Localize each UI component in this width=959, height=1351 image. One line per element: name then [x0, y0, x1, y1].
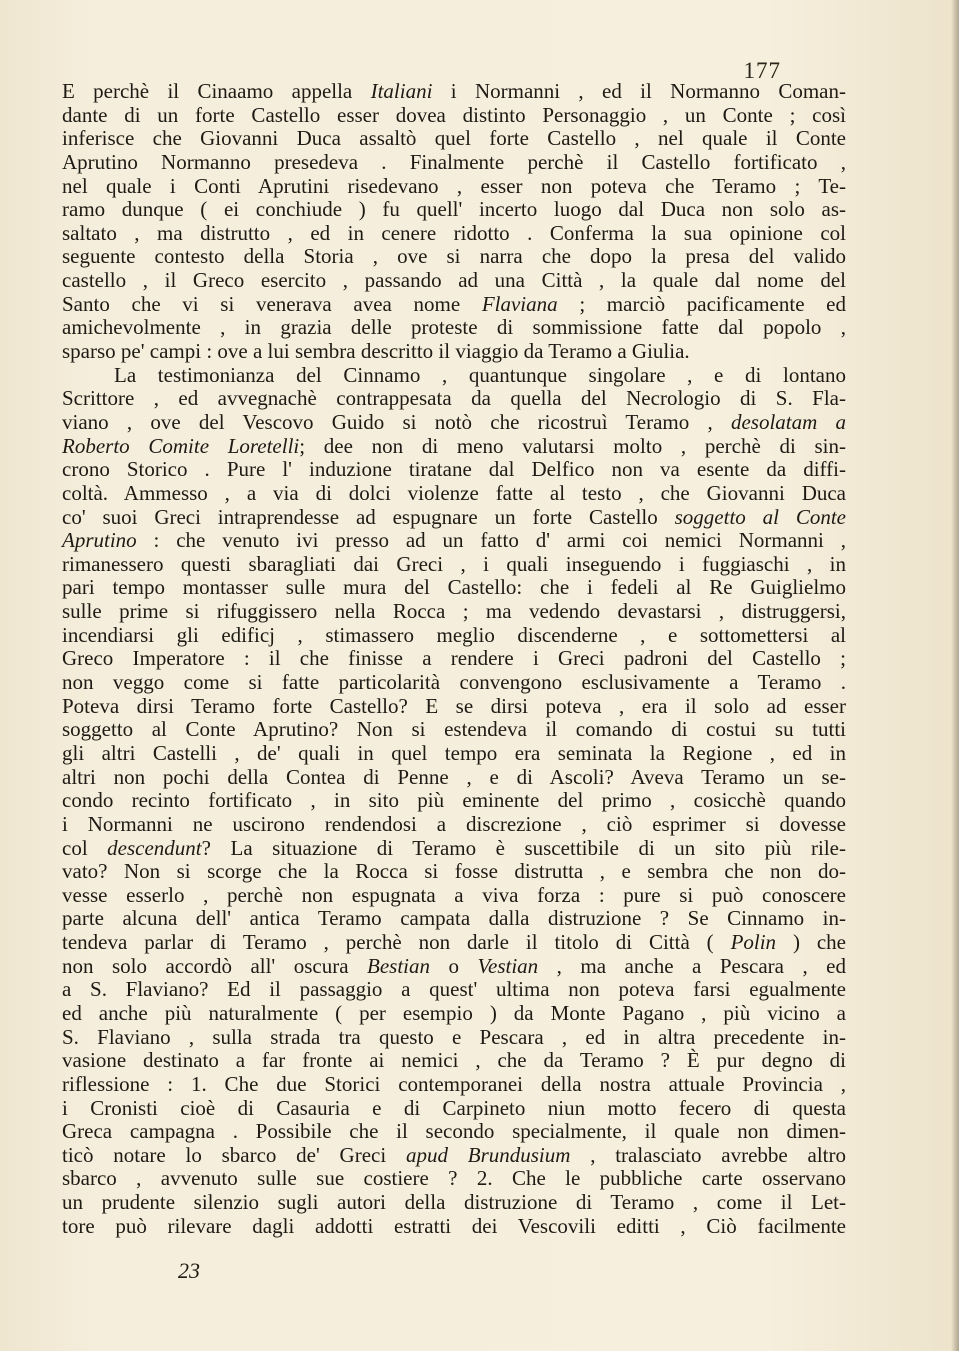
text-line	[62, 813, 846, 837]
italic-run: descendunt	[107, 835, 202, 860]
text-line	[62, 553, 846, 577]
text-run: i Cronisti cioè di Casauria e di Carpineto niun motto fecero di questa	[62, 1095, 846, 1120]
text-line	[62, 837, 846, 861]
body-text	[62, 80, 846, 1238]
text-run: sulle prime si rifuggissero nella Rocca ; ma vedendo devastarsi , distruggersi,	[62, 599, 846, 624]
text-run: coltà. Ammesso , a via di dolci violenze fatte al testo , che Giovanni Duca	[62, 480, 846, 505]
text-line	[62, 80, 846, 104]
text-line	[62, 742, 846, 766]
text-run: i Normanni , ed il Normanno Coman-	[432, 79, 846, 103]
text-run: ; marciò pacificamente ed	[557, 291, 847, 316]
text-run: rimanessero questi sbaragliati dai Greci , i quali inseguendo i fuggiaschi , in	[62, 551, 846, 576]
text-line	[62, 387, 846, 411]
text-run: amichevolmente , in grazia delle proteste di sommissione fatte dal popolo ,	[62, 315, 846, 340]
text-run: castello , il Greco esercito , passando ad una Città , la quale dal nome del	[62, 268, 846, 293]
text-line	[62, 671, 846, 695]
text-line	[62, 955, 846, 979]
italic-run: soggetto al Conte	[674, 504, 846, 529]
text-run: incendiarsi gli edificj , stimassero meglio discenderne , e sottomettersi al	[62, 622, 846, 647]
text-line	[62, 907, 846, 931]
italic-run: Polin	[730, 930, 777, 955]
text-run: Santo che vi si venerava avea nome	[62, 291, 482, 316]
text-line	[62, 1002, 846, 1026]
text-run: , tralasciato avrebbe altro	[570, 1142, 846, 1167]
text-line	[62, 175, 846, 199]
text-line	[62, 458, 846, 482]
text-line	[62, 151, 846, 175]
text-line	[62, 316, 846, 340]
italic-run: Italiani	[370, 79, 433, 103]
text-run: o	[430, 953, 478, 978]
text-line	[62, 411, 846, 435]
text-run: vasione destinato a far fronte ai nemici , che da Teramo ? È pur degno di	[62, 1048, 846, 1073]
text-run: inferisce che Giovanni Duca assaltò quel forte Castello , nel quale il Conte	[62, 126, 846, 151]
text-line	[62, 104, 846, 128]
text-run: crono Storico . Pure l' induzione tiratane dal Delfico non va esente da diffi-	[62, 457, 846, 482]
italic-run: Vestian	[477, 953, 539, 978]
text-line	[62, 600, 846, 624]
text-run: Poteva dirsi Teramo forte Castello? E se dirsi poteva , era il solo ad esser	[62, 693, 846, 718]
text-run: condo recinto fortificato , in sito più eminente del primo , cosicchè quando	[62, 788, 846, 813]
text-line	[62, 647, 846, 671]
text-line	[62, 482, 846, 506]
text-line	[62, 127, 846, 151]
italic-run: desolatam a	[730, 409, 846, 434]
text-run: dante di un forte Castello esser dovea distinto Personaggio , un Conte ; così	[62, 102, 846, 127]
text-run: non veggo come si fatte particolarità convengono esclusivamente a Teramo .	[62, 670, 846, 695]
text-run: col	[62, 835, 108, 860]
text-run: a S. Flaviano? Ed il passaggio a quest' ultima non poteva farsi egualmente	[62, 977, 846, 1002]
text-run: ticò notare lo sbarco de' Greci	[62, 1142, 406, 1167]
text-line	[62, 1120, 846, 1144]
text-run: nel quale i Conti Aprutini risedevano , esser non poteva che Teramo ; Te-	[62, 173, 846, 198]
text-run: Greco Imperatore : il che finisse a rendere i Greci padroni del Castello ;	[62, 646, 846, 671]
text-line	[62, 364, 846, 388]
text-run: vesse esserlo , perchè non espugnata a viva forza : pure si può conoscere	[62, 882, 846, 907]
text-line	[62, 506, 846, 530]
text-run: vato? Non si scorge che la Rocca si fosse distrutta , e sembra che non do-	[62, 859, 846, 884]
text-line	[62, 931, 846, 955]
text-run: riflessione : 1. Che due Storici contemporanei della nostra attuale Provincia ,	[62, 1071, 846, 1096]
text-line	[62, 222, 846, 246]
text-run: , ma anche a Pescara , ed	[538, 953, 847, 978]
text-run: ) che	[776, 930, 846, 955]
italic-run: Flaviana	[481, 291, 558, 316]
text-run: : che venuto ivi presso ad un fatto d' armi coi nemici Normanni ,	[136, 528, 846, 553]
text-line	[62, 1191, 846, 1215]
text-line	[62, 766, 846, 790]
text-line	[62, 269, 846, 293]
text-run: gli altri Castelli , de' quali in quel tempo era seminata la Regione , ed in	[62, 740, 846, 765]
text-run: sbarco , avvenuto sulle sue costiere ? 2. Che le pubbliche carte osservano	[62, 1166, 846, 1191]
text-run: altri non pochi della Contea di Penne , e di Ascoli? Aveva Teramo un se-	[62, 764, 846, 789]
text-run: ed anche più naturalmente ( per esempio ) da Monte Pagano , più vicino a	[62, 1000, 846, 1025]
text-line	[62, 789, 846, 813]
text-run: S. Flaviano , sulla strada tra questo e Pescara , ed in altra precedente in-	[62, 1024, 846, 1049]
text-run: i Normanni ne uscirono rendendosi a discrezione , ciò esprimer si dovesse	[62, 811, 846, 836]
text-run: ? La situazione di Teramo è suscettibile di un sito più rile-	[201, 835, 846, 860]
text-run: E perchè il Cinaamo appella	[62, 79, 371, 103]
text-line	[62, 1073, 846, 1097]
text-line	[62, 1167, 846, 1191]
text-line	[62, 978, 846, 1002]
text-line	[62, 293, 846, 317]
text-run: saltato , ma distrutto , ed in cenere ridotto . Conferma la sua opinione col	[62, 220, 846, 245]
italic-run: Bestian	[367, 953, 431, 978]
text-run: non solo accordò all' oscura	[62, 953, 368, 978]
text-run: Scrittore , ed avvegnachè contrappesata da quella del Necrologio di S. Fla-	[62, 386, 846, 411]
text-run: soggetto al Conte Aprutino? Non si estendeva il comando di costui su tutti	[62, 717, 846, 742]
text-line	[62, 1215, 846, 1239]
page-number: 177	[743, 58, 781, 83]
text-run: tore può rilevare dagli addotti estratti dei Vescovili editti , Ciò facilmente	[62, 1213, 846, 1238]
text-line	[62, 340, 846, 364]
text-line	[62, 695, 846, 719]
text-line	[62, 1144, 846, 1168]
text-run: seguente contesto della Storia , ove si narra che dopo la presa del valido	[62, 244, 846, 269]
text-line	[62, 245, 846, 269]
text-run: ; dee non di meno valutarsi molto , perchè di sin-	[299, 433, 846, 458]
text-line	[62, 718, 846, 742]
page-edge-shadow	[951, 0, 959, 1351]
text-run: tendeva parlar di Teramo , perchè non darle il titolo di Città (	[62, 930, 731, 955]
text-line	[62, 1049, 846, 1073]
text-line	[62, 435, 846, 459]
text-line	[62, 860, 846, 884]
text-run: pari tempo montasser sulle mura del Castello: che i fedeli al Re Guiglielmo	[62, 575, 846, 600]
text-run: Greca campagna . Possibile che il secondo specialmente, il quale non dimen-	[62, 1119, 846, 1144]
italic-run: Roberto Comite Loretelli	[62, 433, 300, 458]
text-run: co' suoi Greci intraprendesse ad espugnare un forte Castello	[62, 504, 675, 529]
text-run: Aprutino Normanno presedeva . Finalmente perchè il Castello fortificato ,	[62, 149, 846, 174]
text-run: La testimonianza del Cinnamo , quantunque singolare , e di lontano	[114, 362, 846, 387]
text-run: ramo dunque ( ei conchiude ) fu quell' incerto luogo dal Duca non solo as-	[62, 197, 846, 222]
text-run: sparso pe' campi : ove a lui sembra descritto il viaggio da Teramo a Giulia.	[62, 339, 690, 364]
text-line	[62, 884, 846, 908]
signature-mark: 23	[178, 1258, 200, 1283]
text-line	[62, 529, 846, 553]
text-run: viano , ove del Vescovo Guido si notò che ricostruì Teramo ,	[62, 409, 731, 434]
text-line	[62, 1097, 846, 1121]
text-run: parte alcuna dell' antica Teramo campata dalla distruzione ? Se Cinnamo in-	[62, 906, 846, 931]
text-run: un prudente silenzio sugli autori della distruzione di Teramo , come il Let-	[62, 1190, 846, 1215]
italic-run: apud Brundusium	[405, 1142, 571, 1167]
italic-run: Aprutino	[62, 528, 137, 553]
text-line	[62, 624, 846, 648]
text-line	[62, 198, 846, 222]
text-line	[62, 576, 846, 600]
text-line	[62, 1026, 846, 1050]
